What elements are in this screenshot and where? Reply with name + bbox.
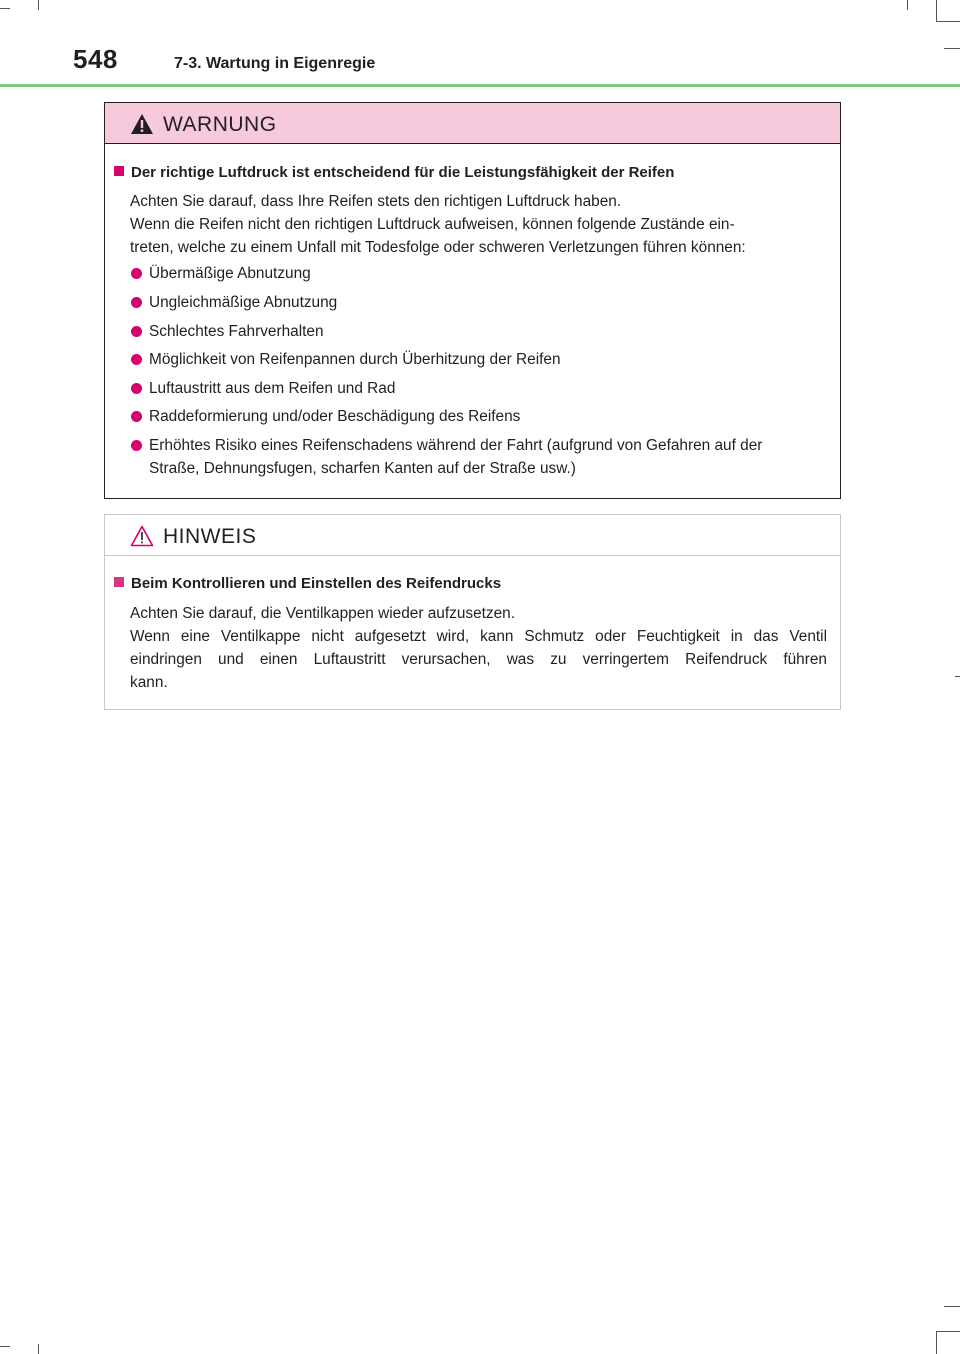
crop-mark [38, 1344, 39, 1354]
warning-box [104, 102, 841, 499]
bullet-item: Übermäßige Abnutzung [131, 262, 841, 285]
page-header [0, 0, 960, 90]
notice-box-header [105, 515, 840, 556]
warning-paragraph [130, 190, 832, 259]
page-number: 548 [73, 44, 118, 74]
paragraph-line: eindringen und einen Luftaustritt verursachen, was zu verringertem Reifendruck führen [130, 651, 827, 668]
bullet-dot-icon [131, 297, 142, 308]
bullet-item: Schlechtes Fahrverhalten [131, 320, 841, 343]
bullet-item: Erhöhtes Risiko eines Reifenschadens während der Fahrt (aufgrund von Gefahren auf der Straße, Dehnungsfugen, scharfen Kanten auf der Straße usw.) [131, 434, 841, 480]
crop-mark [944, 1306, 960, 1307]
bullet-dot-icon [131, 383, 142, 394]
warning-triangle-outline-icon [130, 525, 154, 547]
bullet-dot-icon [131, 268, 142, 279]
crop-mark [936, 1331, 937, 1354]
warning-box-header [105, 103, 840, 144]
paragraph-line: Achten Sie darauf, dass Ihre Reifen stets den richtigen Luftdruck haben. [130, 193, 622, 210]
square-bullet-icon [114, 166, 124, 176]
bullet-item: Raddeformierung und/oder Beschädigung des Reifens [131, 405, 841, 428]
warning-triangle-filled-icon [130, 113, 154, 135]
bullet-dot-icon [131, 326, 142, 337]
bullet-dot-icon [131, 354, 142, 365]
paragraph-line: treten, welche zu einem Unfall mit Todesfolge oder schweren Verletzungen führen können: [130, 239, 746, 256]
crop-mark [0, 1346, 10, 1347]
notice-label: HINWEIS [163, 525, 257, 548]
bullet-item: Möglichkeit von Reifenpannen durch Überhitzung der Reifen [131, 348, 841, 371]
paragraph-line: kann. [130, 674, 168, 691]
paragraph-line: Wenn eine Ventilkappe nicht aufgesetzt wird, kann Schmutz oder Feuchtigkeit in das Ventil [130, 628, 827, 645]
paragraph-line: Achten Sie darauf, die Ventilkappen wieder aufzusetzen. [130, 605, 516, 622]
crop-mark [955, 676, 960, 677]
bullet-item: Ungleichmäßige Abnutzung [131, 291, 841, 314]
crop-mark [936, 1331, 960, 1332]
section-title: 7-3. Wartung in Eigenregie [174, 55, 376, 72]
header-rule [0, 84, 960, 87]
bullet-item: Luftaustritt aus dem Reifen und Rad [131, 377, 841, 400]
bullet-dot-icon [131, 440, 142, 451]
square-bullet-icon [114, 577, 124, 587]
notice-box [104, 514, 841, 710]
notice-paragraph [130, 602, 827, 694]
warning-label: WARNUNG [163, 113, 277, 136]
warning-heading: Der richtige Luftdruck ist entscheidend für die Leistungsfähigkeit der Reifen [114, 163, 674, 183]
bullet-dot-icon [131, 411, 142, 422]
paragraph-line: Wenn die Reifen nicht den richtigen Luftdruck aufweisen, können folgende Zustände ein- [130, 216, 735, 233]
notice-heading: Beim Kontrollieren und Einstellen des Reifendrucks [114, 574, 501, 594]
